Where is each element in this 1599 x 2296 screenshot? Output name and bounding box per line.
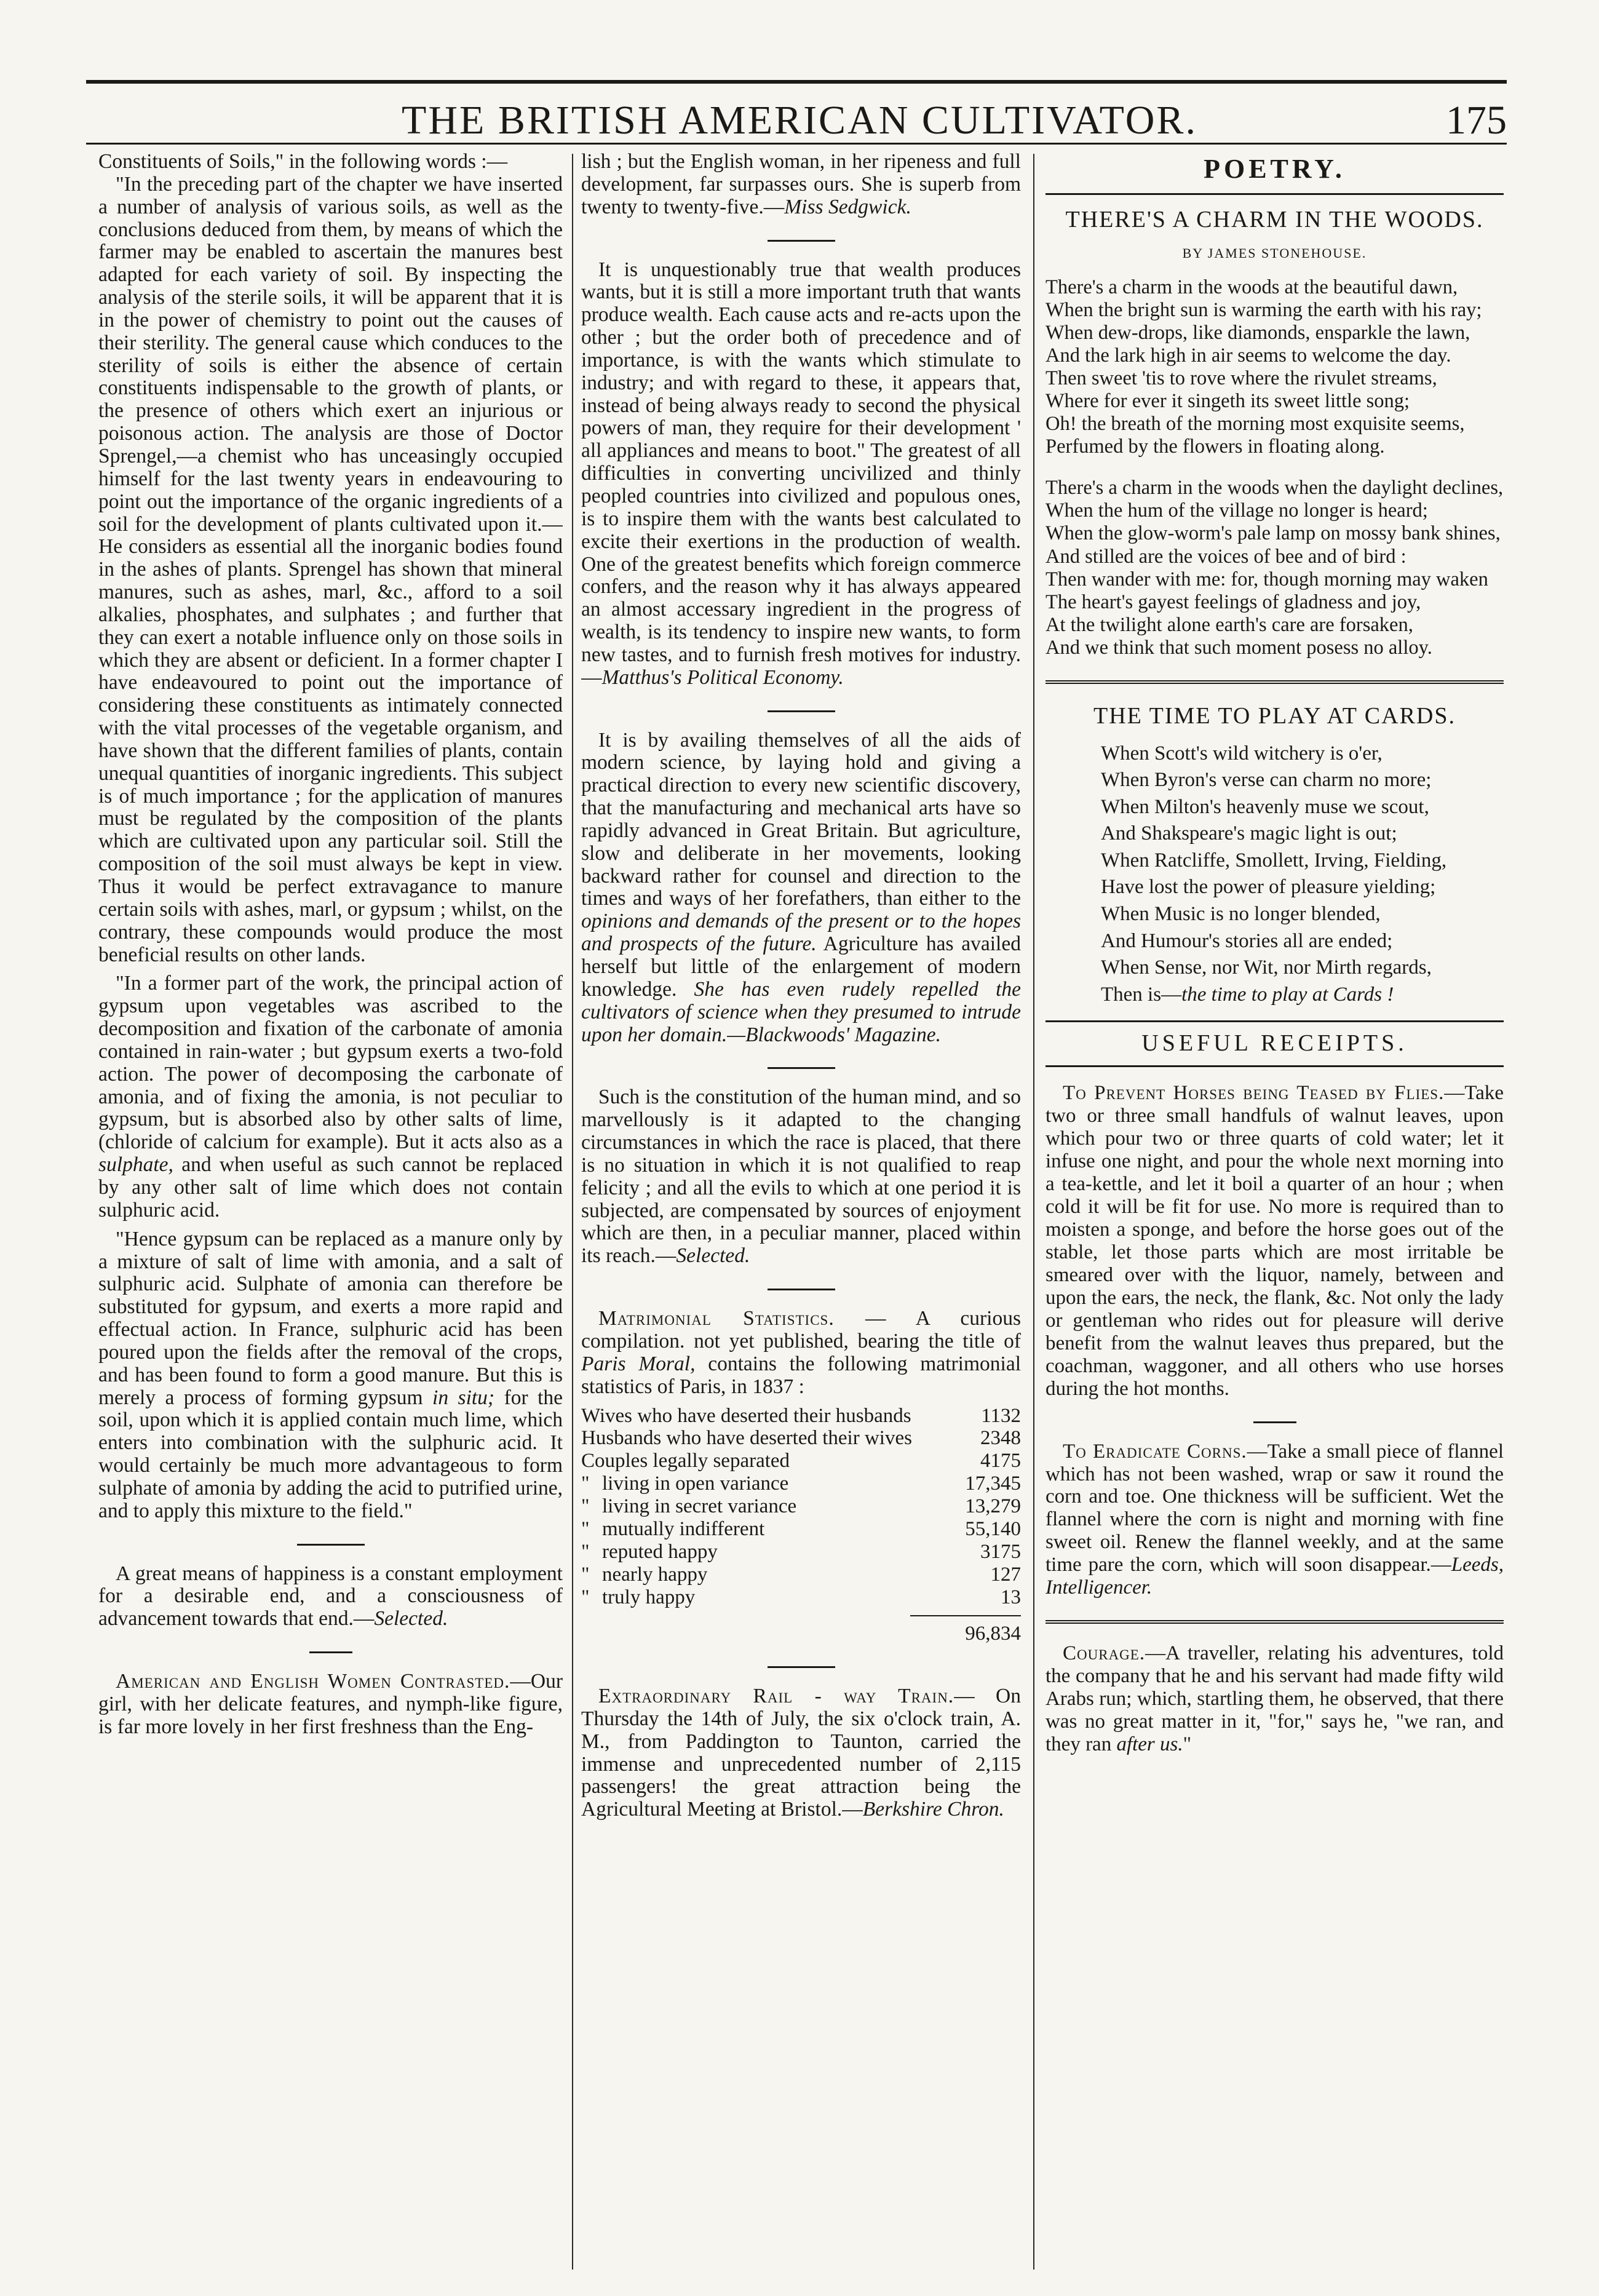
poem-2-last-line: Then is—the time to play at Cards ! [1101,983,1394,1006]
statistics-label [581,1563,707,1586]
statistics-label-text: Wives who have deserted their husbands [581,1404,911,1427]
receipt-horses-flies: To Prevent Horses being Teased by Flies.—Take two or three small handfuls of walnut leaves, upon which pour two or three quarts of cold water; let it infuse one night, and pour the whole next morning into a tea-kettle, and let it boil a quarter of an hour ; when cold it will be fit for use. No more is required than to moisten a sponge, and before the horse goes out of the stable, let those parts which are most irritable be smeared over with the liquor, namely, between and upon the ears, the neck, the flank, &c. Not only the lady or gentleman who rides out for pleasure will derive benefit from the walnut leaves thus prepared, but the coachman, waggoner, and all others who use horses during the hot months. [1046,1082,1504,1400]
statistics-value: 3175 [980,1541,1021,1563]
statistics-row [581,1518,1021,1541]
article-women-contrasted: American and English Women Contrasted.—Our girl, with her delicate features, and nymph-like figure, is far more lovely in her first freshness than the Eng- [98,1670,563,1738]
statistics-label [581,1586,695,1609]
separator [768,1067,835,1069]
statistics-label [581,1450,790,1472]
statistics-label-text: mutually indifferent [602,1518,765,1541]
statistics-value: 1132 [981,1404,1021,1427]
poem-1-title: THERE'S A CHARM IN THE WOODS. [1065,207,1484,232]
separator [768,1289,835,1290]
article-soils-paragraph-3: "Hence gypsum can be replaced as a manure only by a mixture of salt of lime with amonia, and a salt of sulphuric acid. Sulphate of amonia can therefore be substituted for gypsum, and exerts a more rapid and effectual action. In France, sulphuric acid has been poured upon the fields after the removal of the crops, and has been found to form a good manure. But this is merely a process of forming gypsum in situ; for the soil, upon which it is applied contain much lime, which enters into combination with the sulphuric acid. It would certainly be much more advantageous to form sulphate of amonia by adding the acid to putrified urine, and to apply this mixture to the field." [98,1227,563,1522]
poem-line: Have lost the power of pleasure yielding; [1101,876,1436,899]
statistics-row [581,1541,1021,1563]
rule [1046,193,1504,195]
poem-line: When Sense, nor Wit, nor Mirth regards, [1101,956,1432,979]
rule [1046,1620,1504,1624]
article-matrimonial-intro: Matrimonial Statistics. — A curious compilation. not yet published, bearing the title of Paris Moral, contains the following matrimonial statistics of Paris, in 1837 : [581,1307,1021,1398]
column-rule-2 [1033,154,1034,2270]
poem-line: Then wander with me: for, though morning may waken [1046,568,1488,590]
ditto-mark: " [581,1586,590,1609]
separator [768,710,835,712]
poem-line: Oh! the breath of the morning most exquisite seems, [1046,413,1465,435]
article-human-mind: Such is the constitution of the human mind, and so marvellously is it adapted to the changing circumstances in which the race is placed, that there is no situation in which it is not qualified to reap felicity ; and all the evils to which at one period it is subjected, are compensated by sources of enjoyment which are then, in a peculiar manner, placed within its reach.—Selected. [581,1086,1021,1268]
article-soils-paragraph-1: "In the preceding part of the chapter we have inserted a number of analysis of various soils, as well as the conclusions deduced from them, by means of which the farmer may be enabled to ascertain the manures best adapted for each variety of soil. By inspecting the analysis of the sterile soils, it will be apparent that it is in the power of chemistry to point out the causes of their sterility. The general cause which conduces to the sterility of soils is either the absence of certain constituents indispensable to the growth of plants, or the presence of others which exert an injurious or poisonous action. The analysis are those of Doctor Sprengel,—a chemist who has unceasingly occupied himself for the last twenty years in endeavouring to point out the importance of the organic ingredients of a soil for the development of plants cultivated upon it.—He considers as essential all the inorganic bodies found in the ashes of plants. Sprengel has shown that mineral manures, such as ashes, marl, &c., afford to a soil alkalies, phosphates, and sulphates ; and further that they can exert a notable influence only on those soils in which they are absent or deficient. In a former chapter I have endeavoured to point out the importance of considering these constituents as intimately connected with the vital processes of the vegetable organism, and have shown that the different families of plants, contain unequal quantities of inorganic ingredients. This subject is of much importance ; for the application of manures must be regulated by the composition of the plants which are cultivated upon any particular soil. Still the composition of the soil must always be kept in view. Thus it would be perfect extravagance to manure certain soils with ashes, marl, or gypsum ; whilst, on the contrary, these compounds would produce the most beneficial results on other lands. [98,172,563,966]
poem-line: And Shakspeare's magic light is out; [1101,822,1397,845]
article-modern-science: It is by availing themselves of all the aids of modern science, by laying hold and giving a practical direction to every new scientific discovery, that the manufacturing and mechanical arts have so rapidly advanced in Great Britain. But agriculture, slow and deliberate in her movements, looking backward rather for counsel and direction to the times and ways of her forefathers, than either to the opinions and demands of the present or to the hopes and prospects of the future. Agriculture has availed herself but little of the enlargement of modern knowledge. She has even rudely repelled the cultivators of science when they presumed to intrude upon her domain.—Blackwoods' Magazine. [581,728,1021,1046]
poem-line: When the bright sun is warming the earth with his ray; [1046,299,1482,322]
receipt-eradicate-corns: To Eradicate Corns.—Take a small piece of flannel which has not been washed, wrap or saw it round the corn and toe. One thickness will be sufficient. Wet the flannel where the corn is night and morning with fine sweet oil. Renew the flannel weekly, and at the same time pare the corn, which will soon disappear.—Leeds, Intelligencer. [1046,1440,1504,1599]
poem-1-stanza-1 [1046,276,1504,458]
poem-line: When Scott's wild witchery is o'er, [1101,742,1383,765]
statistics-label-text: living in secret variance [602,1495,797,1518]
statistics-value: 55,140 [965,1518,1021,1541]
column-left [98,151,563,2266]
ditto-mark: " [581,1563,590,1586]
poem-line: There's a charm in the woods when the daylight declines, [1046,477,1504,499]
separator [309,1651,352,1653]
poem-line: When Ratcliffe, Smollett, Irving, Fielding, [1101,849,1447,872]
ditto-mark: " [581,1518,590,1541]
poem-1-author: BY JAMES STONEHOUSE. [1182,245,1367,261]
column-middle [581,151,1021,2266]
statistics-row [581,1450,1021,1472]
article-railway-train: Extraordinary Rail - way Train.— On Thursday the 14th of July, the six o'clock train, A. M., from Paddington to Taunton, carried the immense and unprecedented number of 2,115 passengers! the great attraction being the Agricultural Meeting at Bristol.—Berkshire Chron. [581,1685,1021,1821]
ditto-mark: " [581,1541,590,1563]
ditto-mark: " [581,1472,590,1495]
ditto-mark: " [581,1495,590,1518]
article-happiness: A great means of happiness is a constant employment for a desirable end, and a consciousness of advancement towards that end.—Selected. [98,1562,563,1631]
poem-line: When Byron's verse can charm no more; [1101,769,1432,792]
poem-line: When Music is no longer blended, [1101,903,1381,926]
statistics-row [581,1427,1021,1450]
column-rule-1 [572,154,573,2270]
poem-line: And Humour's stories all are ended; [1101,929,1393,952]
masthead-title: THE BRITISH AMERICAN CULTIVATOR. [402,98,1197,143]
article-women-continued: lish ; but the English woman, in her ripeness and full development, far surpasses ours. She is superb from twenty to twenty-five.—Miss Sedgwick. [581,151,1021,218]
statistics-value: 17,345 [965,1472,1021,1495]
statistics-label [581,1472,788,1495]
separator [768,240,835,242]
rule [1046,1020,1504,1022]
poem-line: Then sweet 'tis to rove where the rivulet streams, [1046,367,1437,390]
statistics-row [581,1405,1021,1428]
statistics-label [581,1518,764,1541]
poem-line: The heart's gayest feelings of gladness and joy, [1046,590,1421,613]
poem-line: And the lark high in air seems to welcome the day. [1046,344,1451,367]
statistics-label-text: living in open variance [602,1472,789,1495]
statistics-label-text: Husbands who have deserted their wives [581,1427,912,1450]
statistics-label-text: Couples legally separated [581,1450,790,1472]
statistics-label [581,1541,718,1563]
statistics-label [581,1405,911,1428]
page-number: 175 [1446,98,1507,143]
anecdote-courage: Courage.—A traveller, relating his adventures, told the company that he and his servant had made fifty wild Arabs run; which, startling them, he observed, that there was no great matter in it, "for," says he, "we ran, and they ran after us." [1046,1642,1504,1756]
statistics-value: 13,279 [965,1495,1021,1518]
statistics-row [581,1586,1021,1609]
poetry-section-title: POETRY. [1204,154,1346,184]
poem-1-stanza-2 [1046,477,1504,659]
statistics-value: 2348 [980,1427,1021,1450]
matrimonial-statistics-table [581,1405,1021,1610]
statistics-value: 4175 [980,1450,1021,1472]
poem-line: There's a charm in the woods at the beautiful dawn, [1046,276,1458,298]
article-soils-paragraph-2: "In a former part of the work, the principal action of gypsum upon vegetables was ascribed to the decomposition and fixation of the carbonate of amonia contained in rain-water ; but gypsum exerts a two-fold action. The power of decomposing the carbonate of amonia, and of fixing the amonia, is not peculiar to gypsum, but is absorbed also by other salts of lime, (chloride of calcium for example). But it acts also as a sulphate, and when useful as such cannot be replaced by any other salt of lime which does not contain sulphuric acid. [98,972,563,1221]
statistics-label-text: reputed happy [602,1541,718,1563]
rule [1046,1065,1504,1067]
poem-line: And we think that such moment posess no alloy. [1046,636,1432,659]
poem-line: When dew-drops, like diamonds, ensparkle the lawn, [1046,322,1470,344]
statistics-label-text: nearly happy [602,1563,708,1586]
article-soils-intro: Constituents of Soils," in the following words :— [98,151,508,173]
statistics-row [581,1495,1021,1518]
poem-2-body [1046,741,1504,982]
receipts-section-title: USEFUL RECEIPTS. [1141,1030,1408,1057]
poem-line: When Milton's heavenly muse we scout, [1101,795,1429,818]
statistics-label [581,1495,796,1518]
masthead-bottom-rule [86,143,1507,145]
separator [297,1544,365,1546]
rule [1046,680,1504,684]
article-wealth: It is unquestionably true that wealth produces wants, but it is still a more important truth that wants produce wealth. Each cause acts and re-acts upon the other ; but the order both of precedence and of importance, is with the wants which stimulate to industry; and with regard to these, it appears that, instead of being always ready to second the physical powers of man, they require for their development ' all appliances and means to boot." The greatest of all difficulties in converting uncivilized and thinly peopled countries into civilized and populous ones, is to inspire them with the wants best calculated to excite their exertions in the production of wealth. One of the greatest benefits which foreign commerce confers, and the reason why it has always appeared an almost accessary ingredient in the progress of wealth, is its tendency to inspire new wants, to form new tastes, and to furnish fresh motives for industry.—Matthus's Political Economy. [581,258,1021,689]
poem-line: Where for ever it singeth its sweet little song; [1046,390,1410,413]
poem-line: Perfumed by the flowers in floating along. [1046,435,1385,458]
statistics-value: 127 [990,1563,1021,1586]
statistics-row [581,1472,1021,1495]
separator [768,1666,835,1668]
poem-line: When the glow-worm's pale lamp on mossy bank shines, [1046,522,1501,545]
statistics-label-text: truly happy [602,1586,696,1609]
statistics-value: 13 [1001,1586,1021,1609]
poem-line: When the hum of the village no longer is heard; [1046,499,1428,522]
statistics-row [581,1563,1021,1586]
separator [1253,1421,1296,1423]
masthead-top-rule [86,80,1507,84]
column-right [1046,151,1504,2266]
statistics-label [581,1427,912,1450]
poem-line: And stilled are the voices of bee and of bird : [1046,545,1407,568]
poem-line: At the twilight alone earth's care are forsaken, [1046,613,1413,636]
statistics-total: 96,834 [910,1615,1021,1645]
poem-2-title: THE TIME TO PLAY AT CARDS. [1093,702,1456,729]
